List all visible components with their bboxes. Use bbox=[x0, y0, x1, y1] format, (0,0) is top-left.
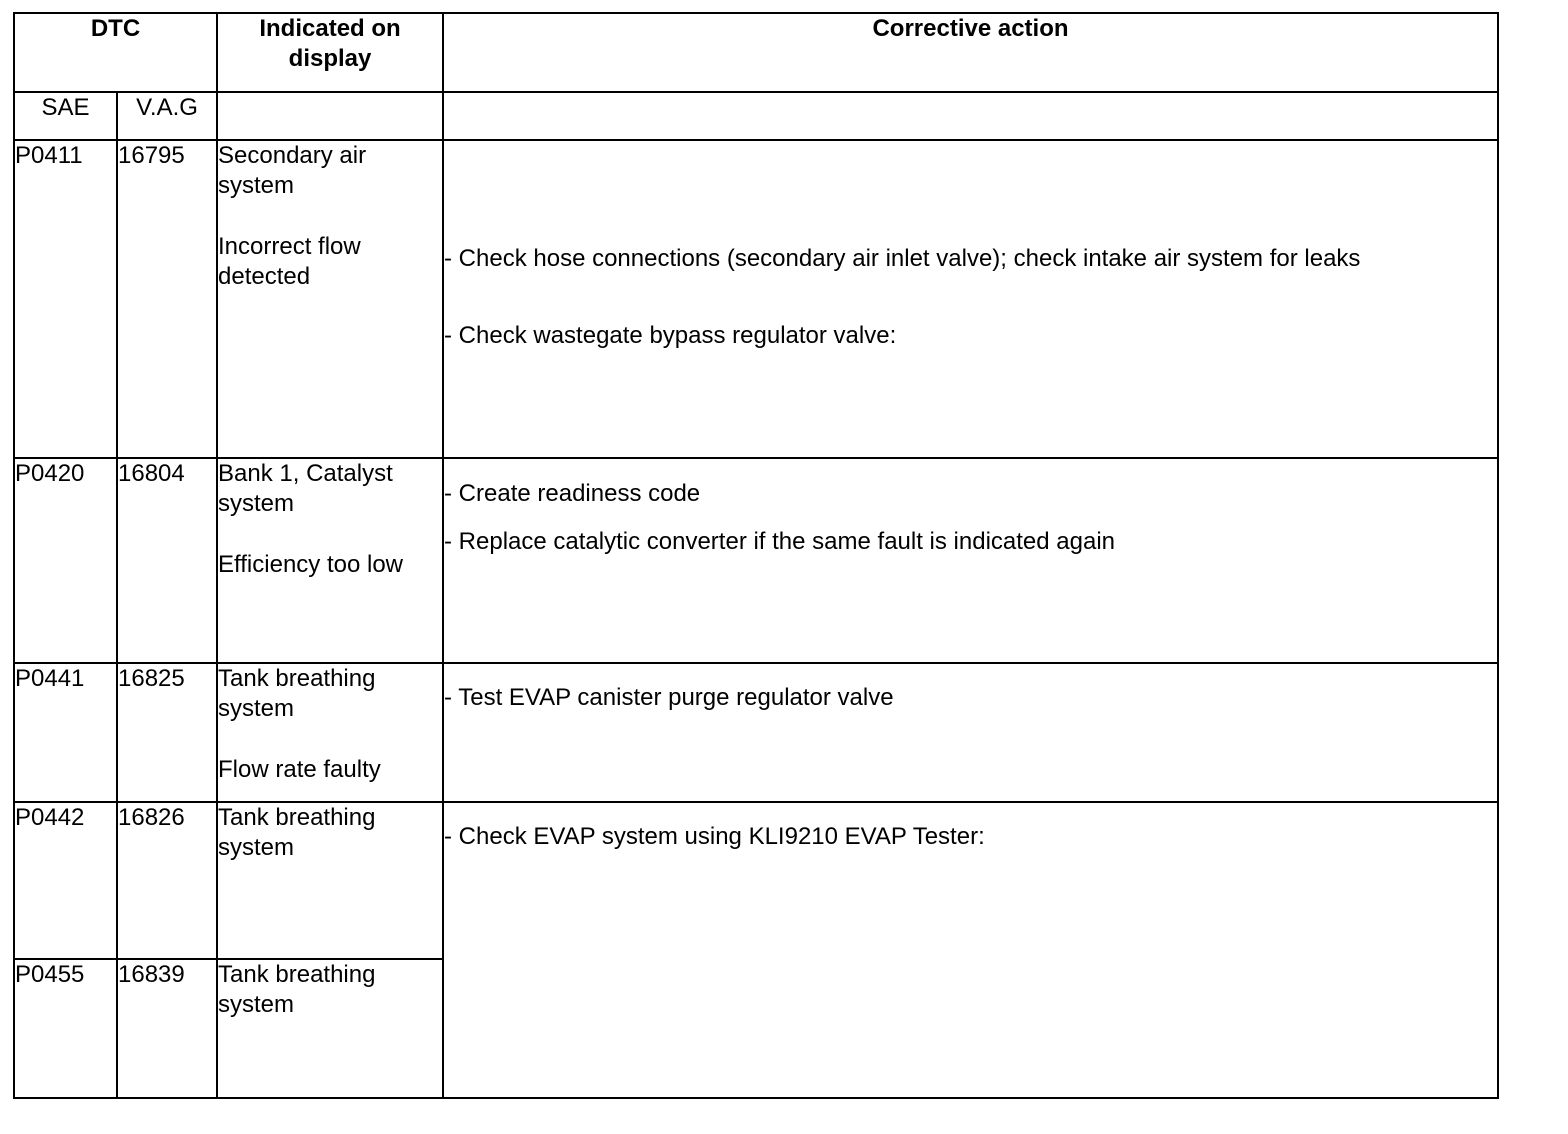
indicated-description bbox=[217, 663, 443, 802]
sae-code: P0455 bbox=[14, 959, 117, 1098]
vag-code: 16826 bbox=[117, 802, 217, 959]
vag-code: 16825 bbox=[117, 663, 217, 802]
indicated-description bbox=[217, 458, 443, 663]
description-line: Incorrect flow detected bbox=[218, 233, 361, 290]
subheader-empty-indicated bbox=[217, 92, 443, 140]
indicated-description bbox=[217, 802, 443, 959]
table-row bbox=[14, 802, 1498, 959]
sae-code: P0442 bbox=[14, 802, 117, 959]
sae-code: P0411 bbox=[14, 140, 117, 458]
description-line: Tank breathing system bbox=[218, 665, 376, 722]
action-line: - Check EVAP system using KLI9210 EVAP Tester: bbox=[444, 823, 985, 850]
description-line: Tank breathing system bbox=[218, 804, 376, 861]
subheader-sae: SAE bbox=[14, 92, 117, 140]
header-dtc: DTC bbox=[14, 13, 217, 92]
table-row bbox=[14, 140, 1498, 458]
action-line: - Check wastegate bypass regulator valve: bbox=[444, 322, 897, 349]
subheader-row bbox=[14, 92, 1498, 140]
action-line: - Test EVAP canister purge regulator valve bbox=[444, 684, 894, 711]
description-line: Efficiency too low bbox=[218, 551, 403, 578]
description-line: Secondary air system bbox=[218, 142, 367, 199]
header-indicated-on-display: Indicated on display bbox=[217, 13, 443, 92]
sae-code: P0441 bbox=[14, 663, 117, 802]
subheader-vag: V.A.G bbox=[117, 92, 217, 140]
header-row bbox=[14, 13, 1498, 92]
corrective-action bbox=[443, 802, 1498, 1098]
sae-code: P0420 bbox=[14, 458, 117, 663]
corrective-action bbox=[443, 663, 1498, 802]
vag-code: 16839 bbox=[117, 959, 217, 1098]
description-line: Flow rate faulty bbox=[218, 756, 381, 783]
subheader-empty-corrective bbox=[443, 92, 1498, 140]
action-line: - Create readiness code bbox=[444, 480, 701, 507]
table-row bbox=[14, 663, 1498, 802]
table-row bbox=[14, 458, 1498, 663]
vag-code: 16804 bbox=[117, 458, 217, 663]
action-line: - Replace catalytic converter if the same fault is indicated again bbox=[444, 528, 1116, 555]
indicated-description bbox=[217, 140, 443, 458]
header-corrective-action: Corrective action bbox=[443, 13, 1498, 92]
vag-code: 16795 bbox=[117, 140, 217, 458]
dtc-table bbox=[13, 12, 1499, 1099]
description-line: Tank breathing system bbox=[218, 961, 376, 1018]
action-line: - Check hose connections (secondary air inlet valve); check intake air system for leaks bbox=[444, 245, 1361, 272]
indicated-description bbox=[217, 959, 443, 1098]
corrective-action bbox=[443, 140, 1498, 458]
corrective-action bbox=[443, 458, 1498, 663]
description-line: Bank 1, Catalyst system bbox=[218, 460, 393, 517]
